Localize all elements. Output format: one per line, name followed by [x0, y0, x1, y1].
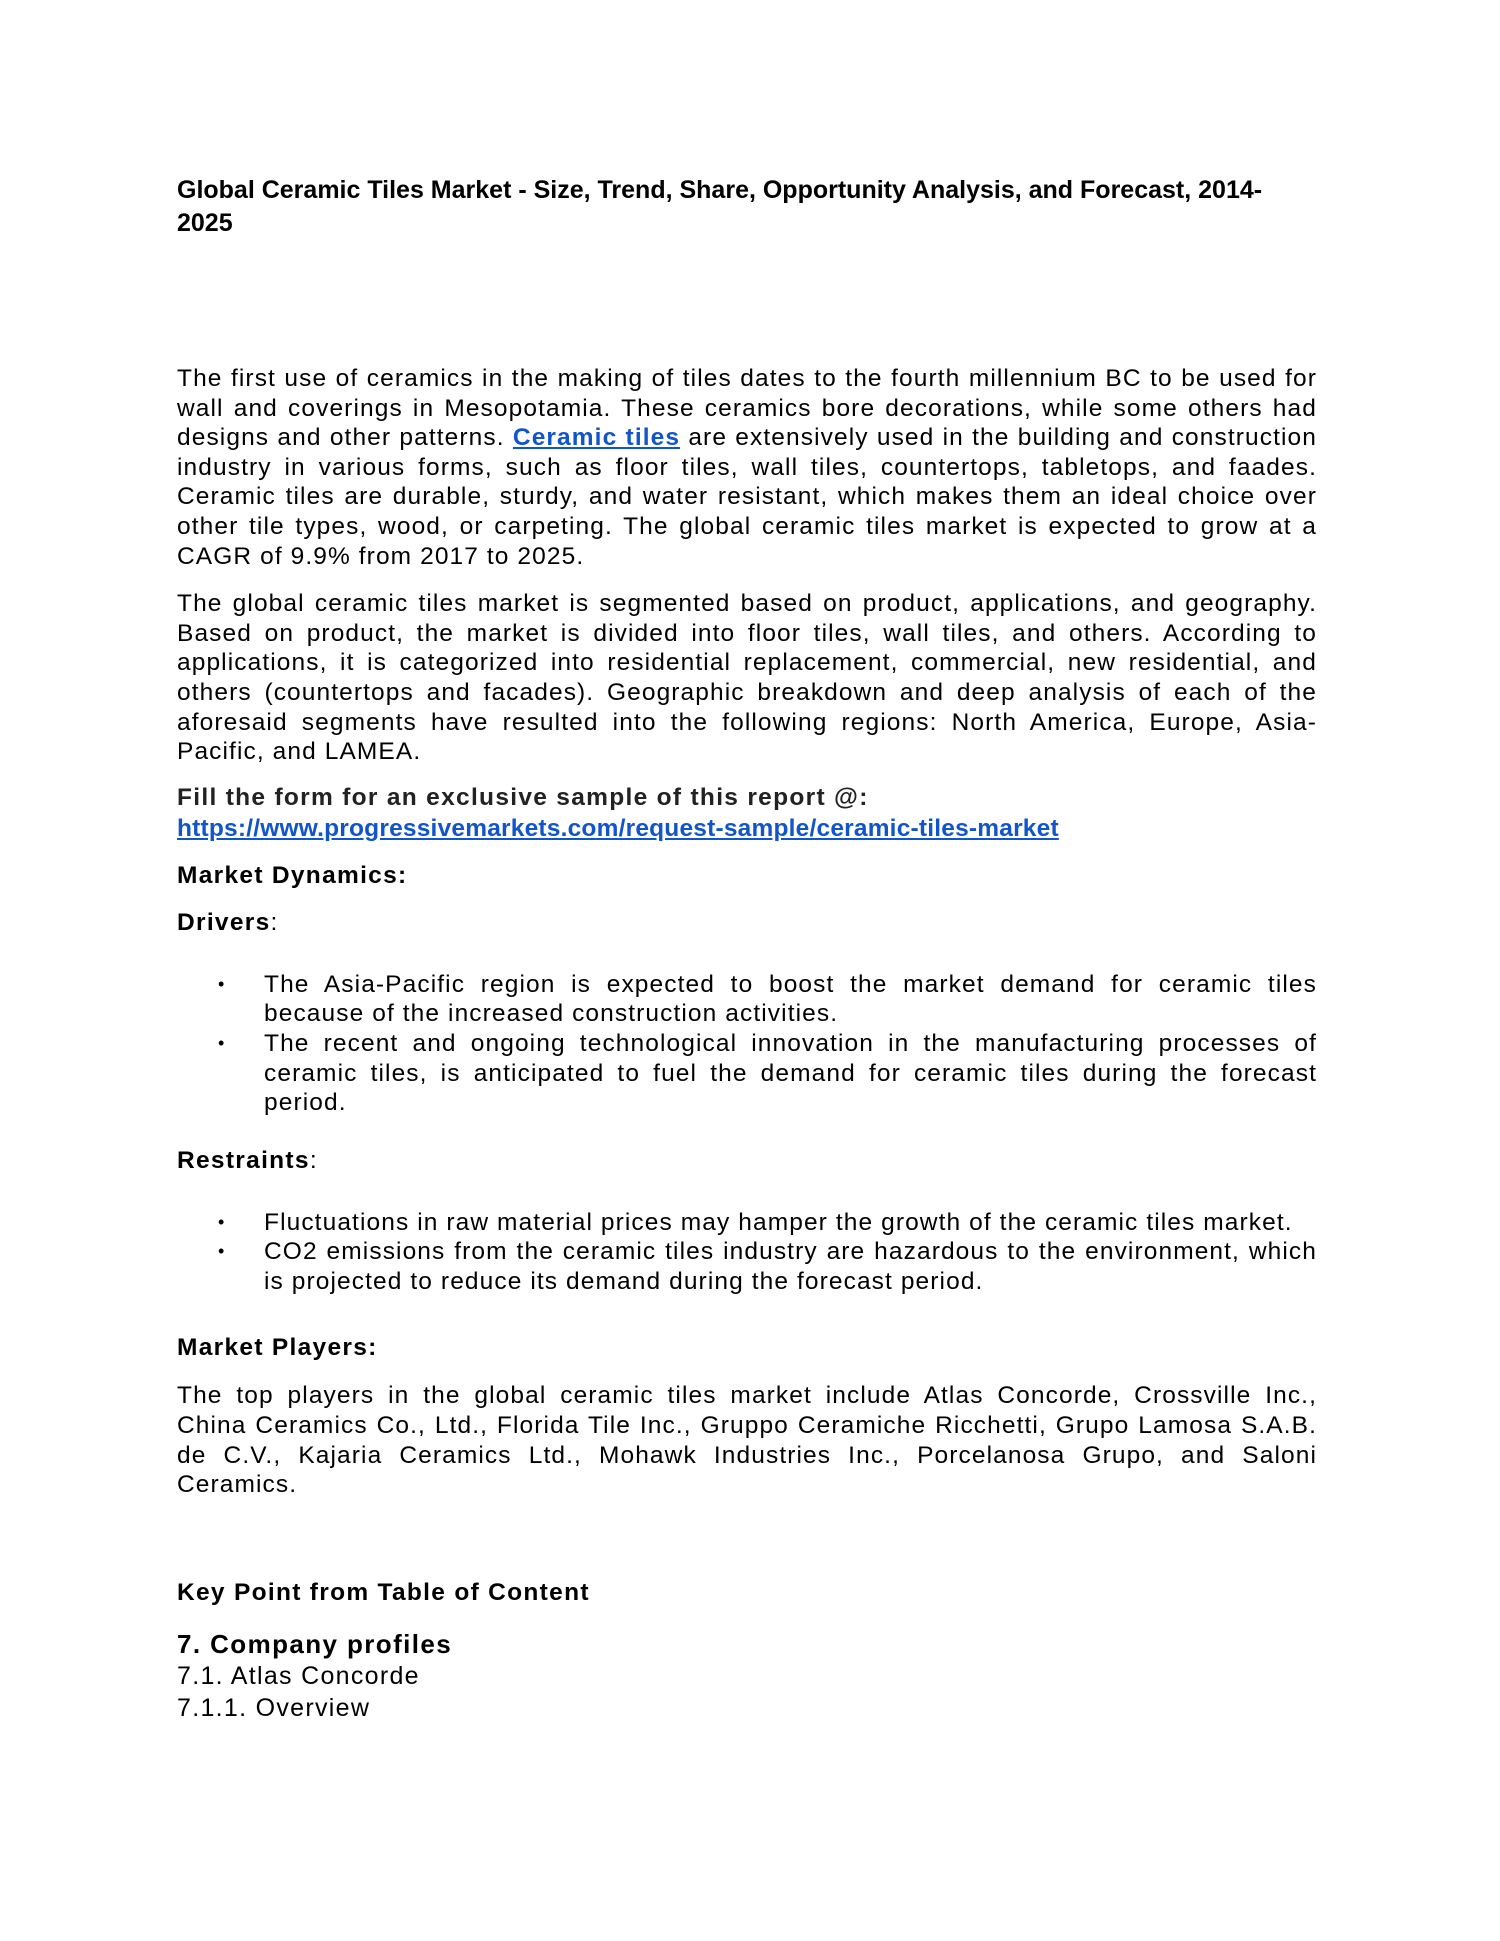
ceramic-tiles-link[interactable]: Ceramic tiles [512, 424, 681, 452]
list-item [177, 1208, 1317, 1238]
drivers-heading [177, 908, 1317, 938]
driver-text: The Asia-Pacific region is expected to boost the market demand for ceramic tiles because of the increased construction activities. [264, 970, 1317, 1028]
document-body [177, 174, 1317, 1724]
market-players-paragraph: The top players in the global ceramic tiles market include Atlas Concorde, Crossville Inc., China Ceramics Co., Ltd., Florida Tile Inc., Gruppo Ceramiche Ricchetti, Grupo Lamosa S.A.B. de C.V., Kajaria Ceramics Ltd., Mohawk Industries Inc., Porcelanosa Grupo, and Saloni Ceramics. [177, 1382, 1317, 1499]
bullet-icon: • [218, 973, 226, 994]
list-item [177, 1237, 1317, 1296]
bullet-icon: • [218, 1211, 226, 1232]
toc-section-title: 7. Company profiles [177, 1628, 453, 1659]
list-item [177, 1029, 1317, 1118]
restraint-text: CO2 emissions from the ceramic tiles industry are hazardous to the environment, which is projected to reduce its demand during the forecast period. [264, 1238, 1317, 1295]
toc-line: 7.1. Atlas Concorde [177, 1661, 420, 1690]
list-item [177, 970, 1317, 1029]
intro-paragraph [177, 364, 1317, 571]
restraints-list [177, 1208, 1317, 1297]
restraints-heading [177, 1146, 1317, 1176]
driver-text: The recent and ongoing technological innovation in the manufacturing processes of ceramic tiles, is anticipated to fuel the demand for ceramic tiles during the forecast period. [264, 1029, 1317, 1117]
toc-line: 7.1.1. Overview [177, 1693, 371, 1722]
intro-text-start: The first use of ceramics in the making of tiles dates to the fourth millennium BC to be used for wall and coverings in Mesopotamia. These ceramics bore decorations, while some others had designs and other patterns. [177, 365, 1317, 452]
restraints-heading-text: Restraints [177, 1146, 310, 1174]
market-players-heading: Market Players: [177, 1334, 378, 1362]
market-dynamics-heading: Market Dynamics: [177, 861, 408, 889]
drivers-heading-text: Drivers [177, 908, 271, 936]
intro-text-end: are extensively used in the building and construction industry in various forms, such as floor tiles, wall tiles, countertops, tabletops, and faades. Ceramic tiles are durable, sturdy, and water resistant, which makes them an ideal choice over other tile types, wood, or carpeting. The global ceramic tiles market is expected to grow at a CAGR of 9.9% from 2017 to 2025. [177, 424, 1317, 570]
sample-request [177, 782, 1317, 844]
bullet-icon: • [218, 1241, 226, 1262]
drivers-list [177, 970, 1317, 1118]
restraint-text: Fluctuations in raw material prices may hamper the growth of the ceramic tiles market. [264, 1208, 1293, 1236]
drivers-colon: : [270, 908, 279, 936]
document-title: Global Ceramic Tiles Market - Size, Trend, Share, Opportunity Analysis, and Forecast, 2014-2025 [177, 176, 1263, 237]
bullet-icon: • [218, 1032, 226, 1053]
segmentation-paragraph: The global ceramic tiles market is segmented based on product, applications, and geography. Based on product, the market is divided into floor tiles, wall tiles, and others. According to applications, it is categorized into residential replacement, commercial, new residential, and others (countertops and facades). Geographic breakdown and deep analysis of each of the aforesaid segments have resulted into the following regions: North America, Europe, Asia-Pacific, and LAMEA. [177, 590, 1317, 766]
toc-heading: Key Point from Table of Content [177, 1578, 590, 1606]
restraints-colon: : [309, 1146, 318, 1174]
sample-cta-text: Fill the form for an exclusive sample of this report @: [177, 783, 869, 811]
sample-request-link[interactable]: https://www.progressivemarkets.com/request-sample/ceramic-tiles-market [177, 814, 1059, 842]
